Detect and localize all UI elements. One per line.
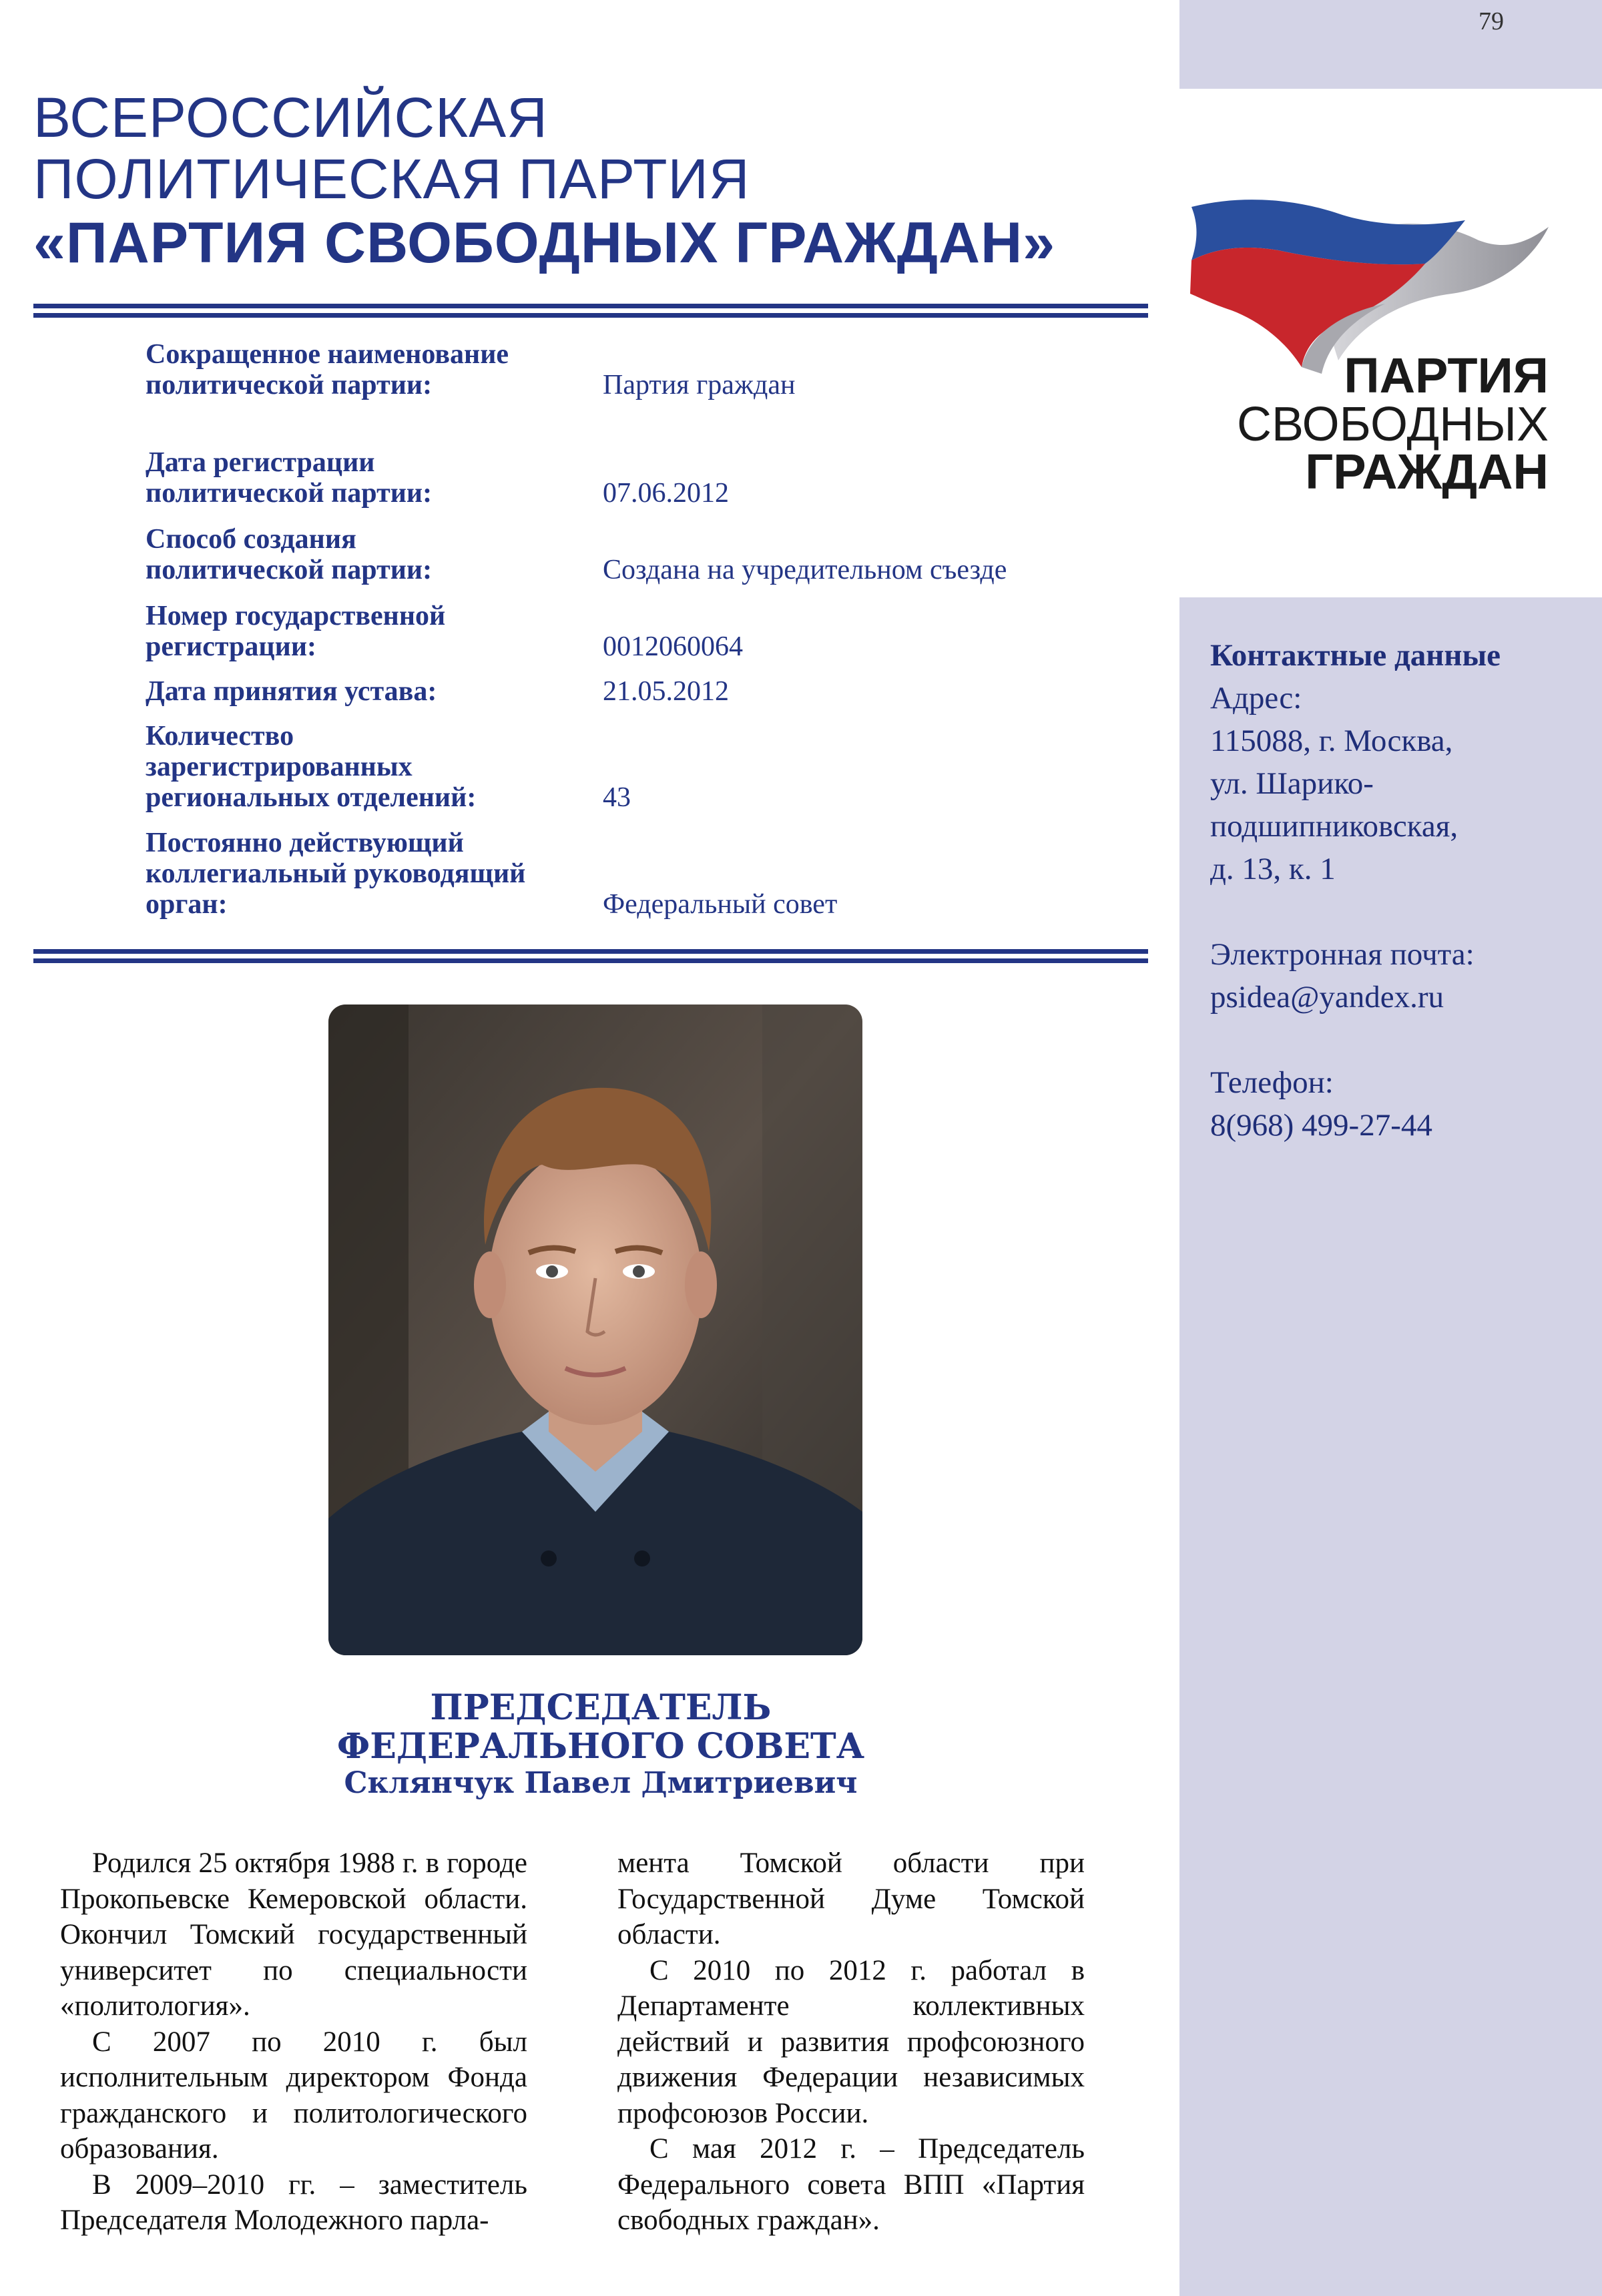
page-title <box>33 87 1168 276</box>
address-line: ул. Шарико- <box>1210 766 1374 801</box>
info-value: 0012060064 <box>603 631 743 662</box>
bio-paragraph: С 2007 по 2010 г. был исполнительным директором Фонда гражданского и политологического образования. <box>60 2026 527 2165</box>
info-label: Количество зарегистрированных региональных отделений: <box>146 721 477 813</box>
chairman-name: Склянчук Павел Дмитриевич <box>344 1766 858 1800</box>
chairman-photo <box>328 1005 862 1655</box>
logo-text-line1: ПАРТИЯ <box>1344 348 1549 403</box>
info-label: Постоянно действующий коллегиальный руководящий орган: <box>146 828 526 920</box>
info-label: Номер государственной регистрации: <box>146 601 446 662</box>
address-line: 115088, г. Москва, <box>1210 724 1453 758</box>
address-line: д. 13, к. 1 <box>1210 852 1336 886</box>
email-value[interactable]: psidea@yandex.ru <box>1210 980 1444 1015</box>
bio-paragraph: С 2010 по 2012 г. работал в Департаменте коллективных действий и развития профсоюзного движения Федерации независимых профсоюзов России. <box>617 1954 1085 2129</box>
chairman-heading <box>67 1689 1135 1801</box>
bio-paragraph: В 2009–2010 гг. – заместитель Председателя Молодежного парла- <box>60 2169 527 2236</box>
info-value: Партия граждан <box>603 370 796 400</box>
bio-paragraph: мента Томской области при Государственной Думе Томской области. <box>617 1847 1085 1950</box>
contact-details <box>1210 634 1584 1147</box>
party-logo <box>1185 187 1559 501</box>
info-label: Дата регистрации политической партии: <box>146 447 433 509</box>
divider-top <box>33 304 1148 318</box>
email-label: Электронная почта: <box>1210 937 1475 972</box>
phone-label: Телефон: <box>1210 1065 1334 1100</box>
bio-column-2 <box>617 1845 1085 2239</box>
address-label: Адрес: <box>1210 681 1302 715</box>
info-value: 43 <box>603 782 631 813</box>
logo-text-line2: СВОБОДНЫХ <box>1236 398 1549 451</box>
info-label: Способ создания политической партии: <box>146 524 433 585</box>
bio-paragraph: Родился 25 октября 1988 г. в городе Прокопьевске Кемеровской области. Окончил Томский государственный университет по специальности «политология». <box>60 1847 527 2022</box>
info-value: Федеральный совет <box>603 889 838 920</box>
title-line3: «ПАРТИЯ СВОБОДНЫХ ГРАЖДАН» <box>33 211 1056 275</box>
info-label: Дата принятия устава: <box>146 676 437 707</box>
chairman-title-line2: ФЕДЕРАЛЬНОГО СОВЕТА <box>336 1726 865 1767</box>
info-value: 07.06.2012 <box>603 478 729 509</box>
info-value: Создана на учредительном съезде <box>603 555 1007 585</box>
address-line: подшипниковская, <box>1210 809 1458 844</box>
info-label: Сокращенное наименование политической партии: <box>146 339 509 400</box>
bio-column-1 <box>60 1845 527 2239</box>
info-value: 21.05.2012 <box>603 676 729 707</box>
title-line2: ПОЛИТИЧЕСКАЯ ПАРТИЯ <box>33 148 750 210</box>
divider-bottom <box>33 949 1148 963</box>
chairman-title-line1: ПРЕДСЕДАТЕЛЬ <box>430 1687 772 1728</box>
page-number: 79 <box>1479 7 1504 35</box>
title-line1: ВСЕРОССИЙСКАЯ <box>33 86 548 149</box>
logo-text-line3: ГРАЖДАН <box>1305 444 1549 499</box>
phone-value: 8(968) 499-27-44 <box>1210 1108 1432 1143</box>
contacts-heading: Контактные данные <box>1210 638 1501 673</box>
sidebar-top-band <box>1179 0 1602 89</box>
bio-paragraph: С мая 2012 г. – Председатель Федерального совета ВПП «Партия свободных граждан». <box>617 2133 1085 2236</box>
